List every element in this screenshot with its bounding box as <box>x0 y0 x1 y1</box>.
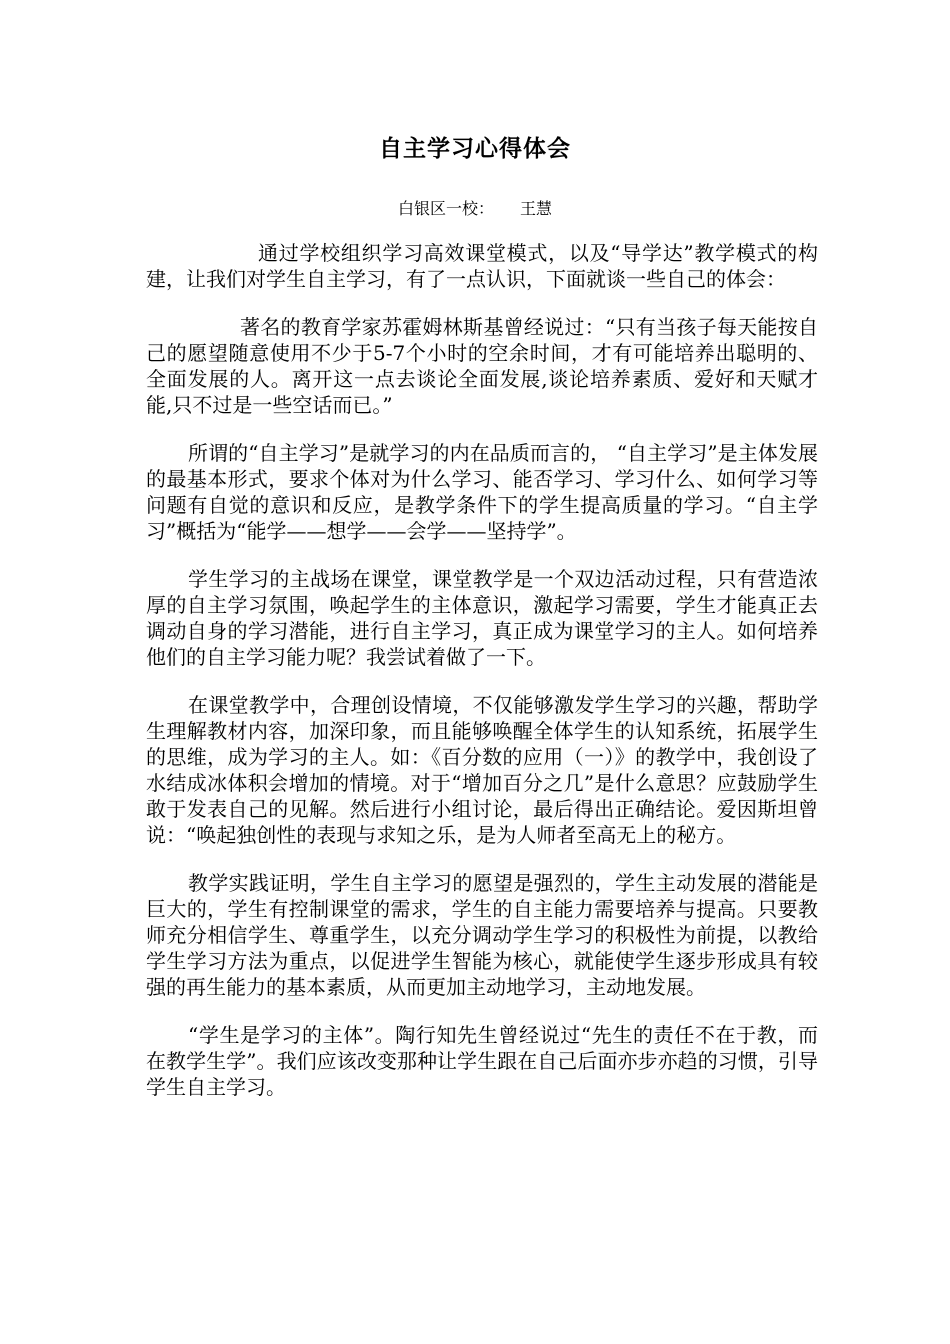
paragraph-conclusion: “学生是学习的主体”。陶行知先生曾经说过“先生的责任不在于教，而在教学生学”。我们应该改变那种让学生跟在自己后面亦步亦趋的习惯，引导学生自主学习。 <box>146 1023 818 1099</box>
paragraph-scenario: 在课堂教学中，合理创设情境，不仅能够激发学生学习的兴趣，帮助学生理解教材内容，加深印象，而且能够唤醒全体学生的认知系统，拓展学生的思维，成为学习的主人。如：《百分数的应用（一）》的教学中，我创设了水结成冰体积会增加的情境。对于“增加百分之几”是什么意思？应鼓励学生敢于发表自己的见解。然后进行小组讨论，最后得出正确结论。爱因斯坦曾说：“唤起独创性的表现与求知之乐，是为人师者至高无上的秘方。 <box>146 693 818 847</box>
paragraph-practice: 教学实践证明，学生自主学习的愿望是强烈的，学生主动发展的潜能是巨大的，学生有控制课堂的需求，学生的自主能力需要培养与提高。只要教师充分相信学生、尊重学生，以充分调动学生学习的积极性为前提，以教给学生学习方法为重点，以促进学生智能为核心，就能使学生逐步形成具有较强的再生能力的基本素质，从而更加主动地学习，主动地发展。 <box>146 871 818 999</box>
paragraph-definition: 所谓的“自主学习”是就学习的内在品质而言的， “自主学习”是主体发展的最基本形式，要求个体对为什么学习、能否学习、学习什么、如何学习等问题有自觉的意识和反应，是教学条件下的学生提高质量的学习。“自主学习”概括为“能学——想学——会学——坚持学”。 <box>146 441 818 543</box>
paragraph-classroom: 学生学习的主战场在课堂，课堂教学是一个双边活动过程，只有营造浓厚的自主学习氛围，唤起学生的主体意识，激起学习需要，学生才能真正去调动自身的学习潜能，进行自主学习，真正成为课堂学习的主人。如何培养他们的自主学习能力呢？我尝试着做了一下。 <box>146 567 818 669</box>
paragraph-quote-sukhomlinsky: 著名的教育学家苏霍姆林斯基曾经说过：“只有当孩子每天能按自己的愿望随意使用不少于5-7个小时的空余时间，才有可能培养出聪明的、全面发展的人。离开这一点去谈论全面发展,谈论培养素质、爱好和天赋才能,只不过是一些空话而已。” <box>146 315 818 417</box>
byline-school: 白银区一校： <box>397 199 494 218</box>
document-body <box>146 240 818 1100</box>
byline <box>0 197 950 221</box>
document-title: 自主学习心得体会 <box>379 136 571 162</box>
byline-author: 王慧 <box>520 199 553 218</box>
paragraph-intro: 通过学校组织学习高效课堂模式，以及“导学达”教学模式的构建，让我们对学生自主学习，有了一点认识，下面就谈一些自己的体会： <box>146 241 818 291</box>
